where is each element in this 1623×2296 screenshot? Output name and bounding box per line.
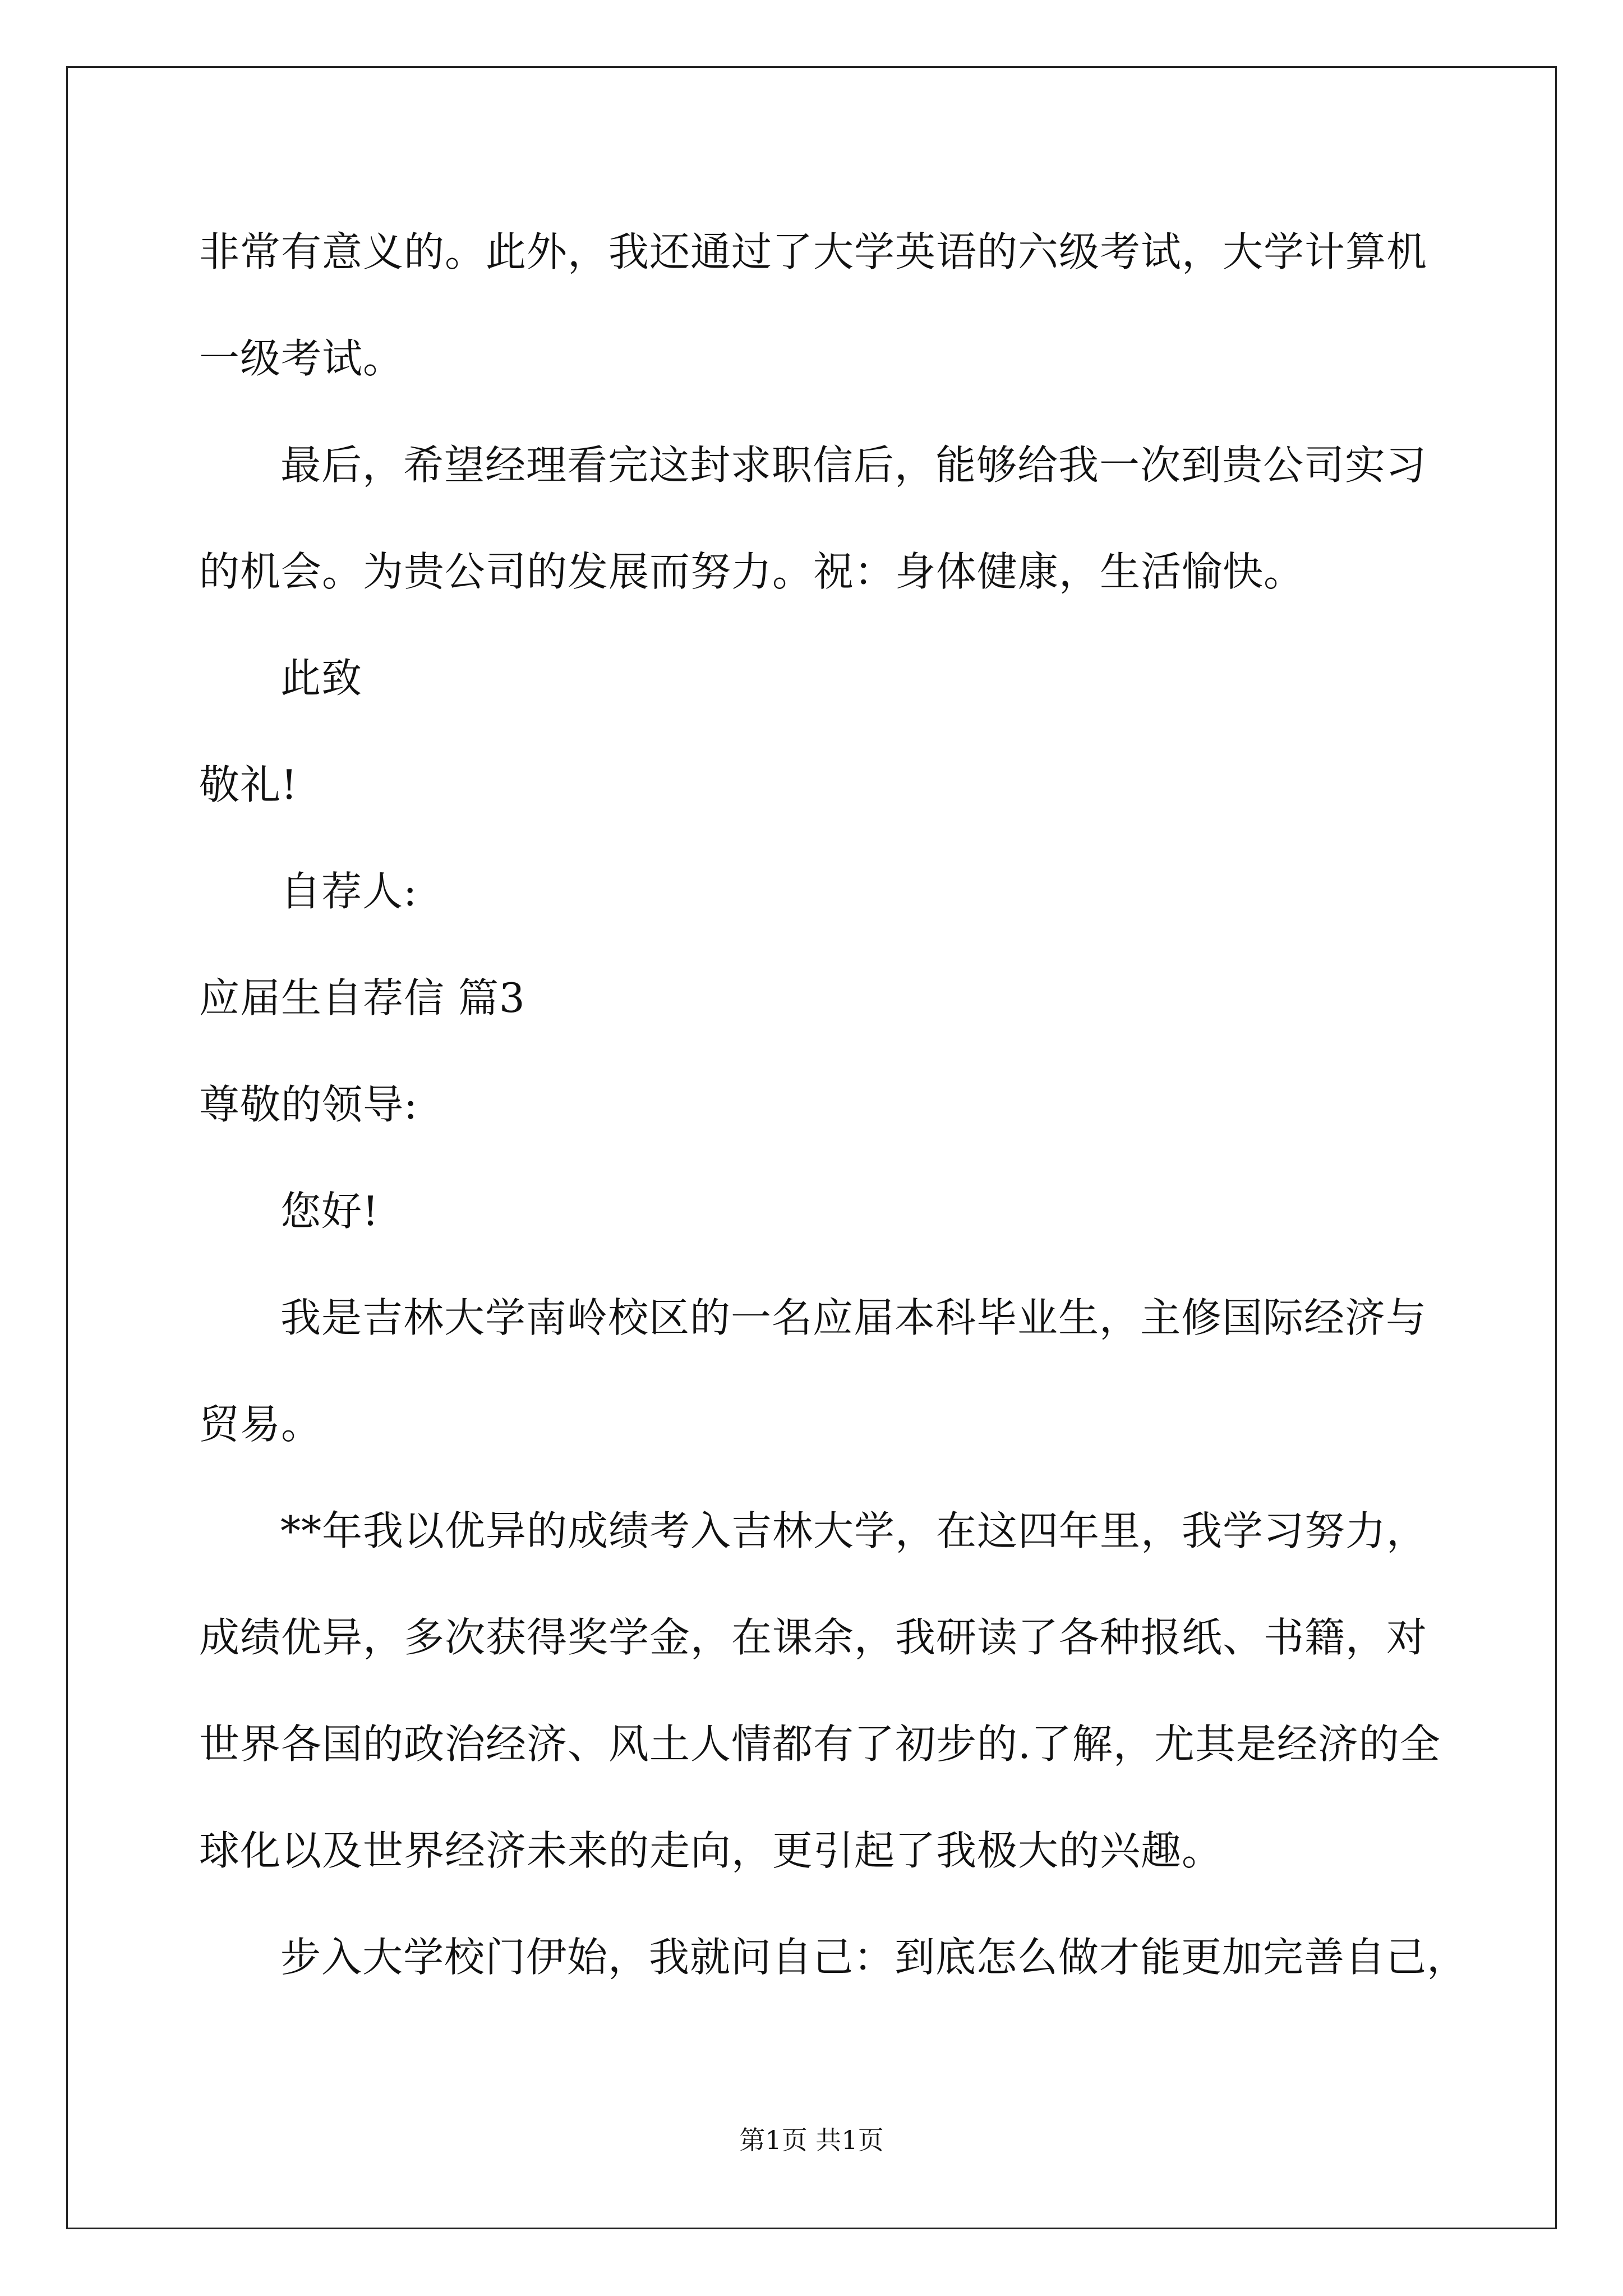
salutation-line: 敬礼! (199, 761, 298, 808)
greeting-line: 您好! (280, 1188, 379, 1235)
text-line: 最后，希望经理看完这封求职信后，能够给我一次到贵公司实习 (280, 441, 1427, 489)
text-line: 的机会。为贵公司的发展而努力。祝：身体健康，生活愉快。 (199, 548, 1305, 595)
page-border (66, 66, 1557, 2229)
text-line: 我是吉林大学南岭校区的一名应届本科毕业生，主修国际经济与 (280, 1294, 1427, 1341)
text-line: 世界各国的政治经济、风土人情都有了初步的.了解，尤其是经济的全 (199, 1720, 1441, 1768)
text-line: 一级考试。 (199, 335, 404, 382)
text-line: 非常有意义的。此外，我还通过了大学英语的六级考试，大学计算机 (199, 228, 1428, 275)
text-line: 步入大学校门伊始，我就问自己：到底怎么做才能更加完善自己， (280, 1934, 1468, 1981)
text-line: 贸易。 (199, 1401, 322, 1448)
text-line: **年我以优异的成绩考入吉林大学，在这四年里，我学习努力， (280, 1507, 1428, 1554)
page-footer: 第1页 共1页 (739, 2125, 884, 2155)
section-title: 应届生自荐信 篇3 (199, 974, 525, 1022)
greeting-line: 尊敬的领导: (199, 1081, 418, 1128)
text-line: 成绩优异，多次获得奖学金，在课余，我研读了各种报纸、书籍，对 (199, 1614, 1428, 1661)
closing-line: 此致 (280, 655, 363, 702)
text-line: 球化以及世界经济未来的走向，更引起了我极大的兴趣。 (199, 1827, 1223, 1874)
signature-line: 自荐人: (280, 868, 418, 915)
